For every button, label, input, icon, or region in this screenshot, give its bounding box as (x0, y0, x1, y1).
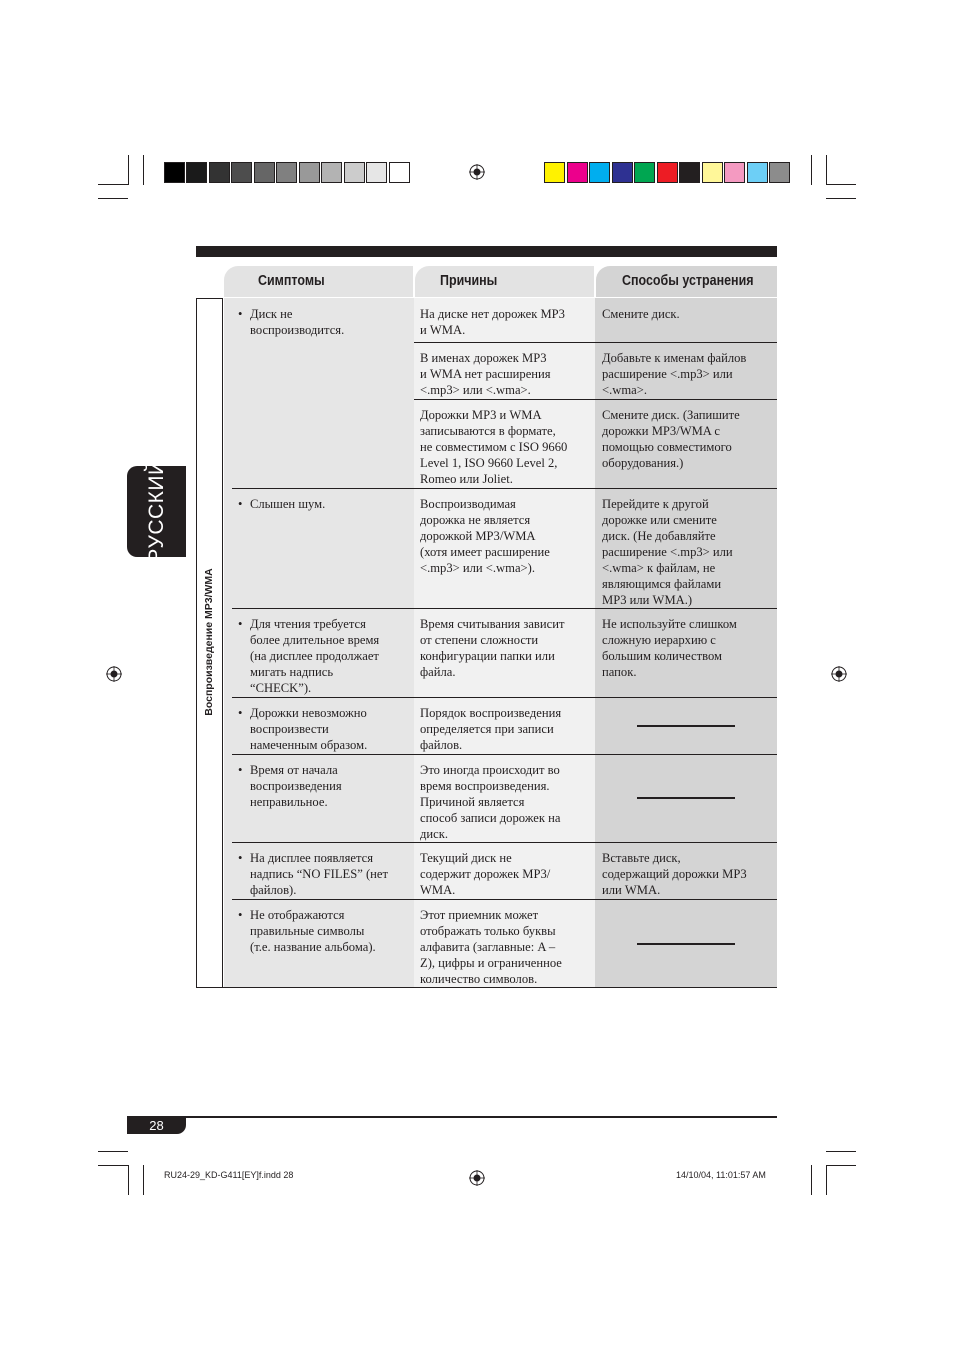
remedy-text: Смените диск. (Запишите дорожки MP3/WMA с помощью совместимого оборудования.) (602, 408, 740, 470)
cause-text: Текущий диск не содержит дорожек MP3/ WMA. (420, 851, 551, 897)
crop-mark (128, 1165, 129, 1195)
bullet-marker: • (238, 908, 243, 922)
cause-text: Порядок воспроизведения определяется при записи файлов. (420, 706, 562, 752)
cause-text: Дорожки MP3 и WMA записываются в формате, не совместимом с ISO 9660 Level 1, ISO 9660 Level 2, Romeo или Joliet. (420, 408, 568, 486)
color-swatch (321, 162, 342, 183)
crop-mark (98, 1151, 128, 1152)
bullet-marker: • (238, 763, 243, 777)
symptom-text: Диск не воспроизводится. (250, 307, 345, 337)
remedy-text: Не используйте слишком сложную иерархию с большим количеством папок. (602, 617, 737, 679)
crop-mark (98, 198, 128, 199)
crop-mark (826, 1151, 856, 1152)
remedy-text: Добавьте к именам файлов расширение <.mp3> или <.wma>. (602, 351, 747, 397)
symptom-text: Слышен шум. (250, 497, 326, 511)
crop-mark (811, 155, 812, 185)
symptom-text: Не отображаются правильные символы (т.е. название альбома). (250, 908, 376, 954)
registration-mark-icon (469, 164, 485, 180)
crop-mark (826, 198, 856, 199)
section-label: Воспроизведение MP3/WMA (203, 568, 215, 716)
top-rule (196, 246, 777, 257)
color-swatch (769, 162, 790, 183)
row-divider (232, 754, 777, 755)
language-tab-label: РУССКИЙ (145, 459, 168, 563)
row-divider (232, 899, 777, 900)
crop-mark (143, 1165, 144, 1195)
crop-mark (826, 155, 827, 185)
footer-rule (127, 1116, 777, 1118)
color-swatch (254, 162, 275, 183)
crop-mark (143, 155, 144, 185)
color-swatch (679, 162, 700, 183)
crop-mark (826, 1165, 827, 1195)
row-divider (232, 697, 777, 698)
crop-mark (811, 1165, 812, 1195)
remedy-text: Смените диск. (602, 307, 680, 321)
bullet-marker: • (238, 307, 243, 321)
bullet-marker: • (238, 851, 243, 865)
registration-mark-icon (469, 1170, 485, 1186)
remedy-text: Перейдите к другой дорожке или смените диск. (Не добавляйте расширение <.mp3> или <.wma> к файлам, не являющимся файлами MP3 или WMA.) (602, 497, 733, 607)
bullet-marker: • (238, 706, 243, 720)
symptom-text: Для чтения требуется более длительное время (на дисплее продолжает мигать надпись “CHECK”). (250, 617, 380, 695)
color-swatch (231, 162, 252, 183)
color-swatch (389, 162, 410, 183)
row-divider (232, 608, 777, 609)
header-causes: Причины (440, 273, 498, 289)
row-divider (232, 842, 777, 843)
crop-mark (98, 1165, 128, 1166)
color-swatch (567, 162, 588, 183)
symptom-text: На дисплее появляется надпись “NO FILES” (нет файлов). (250, 851, 388, 897)
color-swatch (589, 162, 610, 183)
crop-mark (826, 184, 856, 185)
crop-mark (98, 184, 128, 185)
no-remedy-dash (637, 943, 735, 945)
cause-text: На диске нет дорожек MP3 и WMA. (420, 307, 565, 337)
footer-timestamp: 14/10/04, 11:01:57 AM (676, 1170, 766, 1180)
remedy-text: Вставьте диск, содержащий дорожки MP3 или WMA. (602, 851, 747, 897)
symptom-text: Время от начала воспроизведения неправильное. (250, 763, 342, 809)
color-swatch (612, 162, 633, 183)
color-swatch (186, 162, 207, 183)
cause-text: Этот приемник может отображать только буквы алфавита (заглавные: A – Z), цифры и ограниченное количество символов. (420, 908, 562, 986)
footer-file-name: RU24-29_KD-G411[EY]f.indd 28 (164, 1170, 294, 1180)
no-remedy-dash (637, 797, 735, 799)
cause-text: В именах дорожек MP3 и WMA нет расширения <.mp3> или <.wma>. (420, 351, 551, 397)
table-top-line (196, 298, 223, 299)
bullet-marker: • (238, 617, 243, 631)
color-swatch (657, 162, 678, 183)
bullet-marker: • (238, 497, 243, 511)
color-swatch (276, 162, 297, 183)
crop-mark (128, 155, 129, 185)
color-swatch (702, 162, 723, 183)
color-swatch (344, 162, 365, 183)
color-swatch (634, 162, 655, 183)
color-swatch (747, 162, 768, 183)
row-divider (232, 987, 777, 988)
no-remedy-dash (637, 725, 735, 727)
page-number: 28 (127, 1117, 186, 1134)
table-bottom-line (196, 987, 232, 988)
color-swatch (724, 162, 745, 183)
sub-row-divider (414, 342, 777, 343)
registration-mark-icon (106, 666, 122, 682)
cause-text: Это иногда происходит во время воспроизведения. Причиной является способ записи дорожек на диск. (420, 763, 561, 841)
row-divider (232, 488, 777, 489)
cause-text: Воспроизводимая дорожка не является дорожкой MP3/WMA (хотя имеет расширение <.mp3> или <.wma>). (420, 497, 550, 575)
crop-mark (826, 1165, 856, 1166)
symptom-text: Дорожки невозможно воспроизвести намеченным образом. (250, 706, 368, 752)
color-swatch (209, 162, 230, 183)
color-swatch (299, 162, 320, 183)
sub-row-divider (414, 399, 777, 400)
cause-text: Время считывания зависит от степени сложности конфигурации папки или файла. (420, 617, 565, 679)
color-swatch (544, 162, 565, 183)
color-swatch (164, 162, 185, 183)
color-swatch (366, 162, 387, 183)
header-remedies: Способы устранения (622, 273, 754, 289)
registration-mark-icon (831, 666, 847, 682)
header-symptoms: Симптомы (258, 273, 325, 289)
